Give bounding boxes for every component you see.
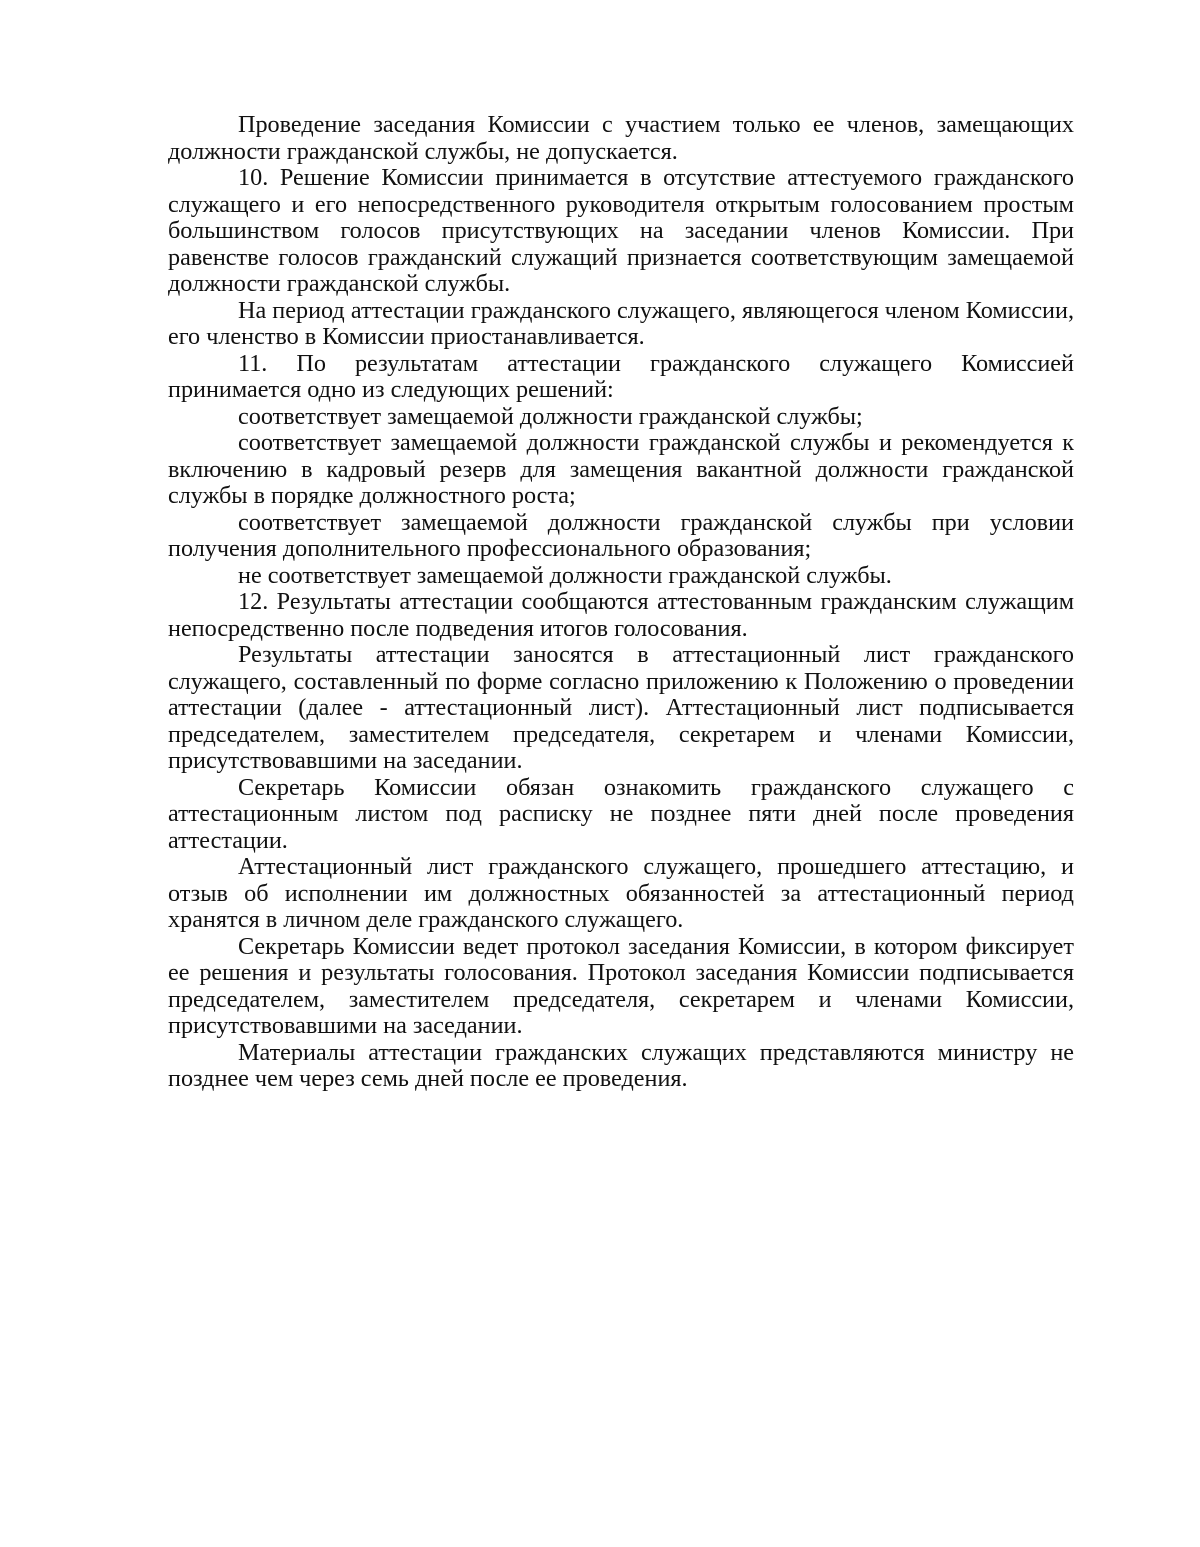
paragraph-attestation-sheet: Результаты аттестации заносятся в аттестационный лист гражданского служащего, составленный по форме согласно приложению к Положению о проведении аттестации (далее - аттестационный лист). Аттестационный лист подписывается председателем, заместителем председателя, секретарем и членами Комиссии, присутствовавшими на заседании. <box>168 641 1074 774</box>
decision-option-3: соответствует замещаемой должности гражданской службы при условии получения дополнительного профессионального образования; <box>168 508 1074 562</box>
paragraph-materials-minister: Материалы аттестации гражданских служащих представляются министру не позднее чем через семь дней после ее проведения. <box>168 1038 1074 1092</box>
decision-option-2: соответствует замещаемой должности гражданской службы и рекомендуется к включению в кадровый резерв для замещения вакантной должности гражданской службы в порядке должностного роста; <box>168 429 1074 509</box>
paragraph-item-11: 11. По результатам аттестации гражданского служащего Комиссией принимается одно из следующих решений: <box>168 349 1074 403</box>
document-body <box>168 112 1074 1093</box>
paragraph-personal-file: Аттестационный лист гражданского служащего, прошедшего аттестацию, и отзыв об исполнении им должностных обязанностей за аттестационный период хранятся в личном деле гражданского служащего. <box>168 853 1074 933</box>
paragraph-protocol: Секретарь Комиссии ведет протокол заседания Комиссии, в котором фиксирует ее решения и результаты голосования. Протокол заседания Комиссии подписывается председателем, заместителем председателя, секретарем и членами Комиссии, присутствовавшими на заседании. <box>168 932 1074 1039</box>
decision-option-4: не соответствует замещаемой должности гражданской службы. <box>238 561 892 589</box>
paragraph-item-10: 10. Решение Комиссии принимается в отсутствие аттестуемого гражданского служащего и его непосредственного руководителя открытым голосованием простым большинством голосов присутствующих на заседании членов Комиссии. При равенстве голосов гражданский служащий признается соответствующим замещаемой должности гражданской службы. <box>168 164 1074 297</box>
paragraph-membership-suspension: На период аттестации гражданского служащего, являющегося членом Комиссии, его членство в Комиссии приостанавливается. <box>168 296 1074 350</box>
paragraph-commission-quorum: Проведение заседания Комиссии с участием только ее членов, замещающих должности гражданской службы, не допускается. <box>168 111 1074 165</box>
paragraph-item-12: 12. Результаты аттестации сообщаются аттестованным гражданским служащим непосредственно после подведения итогов голосования. <box>168 588 1074 642</box>
decision-option-1: соответствует замещаемой должности гражданской службы; <box>238 402 863 430</box>
paragraph-secretary-acquaint: Секретарь Комиссии обязан ознакомить гражданского служащего с аттестационным листом под расписку не позднее пяти дней после проведения аттестации. <box>168 773 1074 854</box>
